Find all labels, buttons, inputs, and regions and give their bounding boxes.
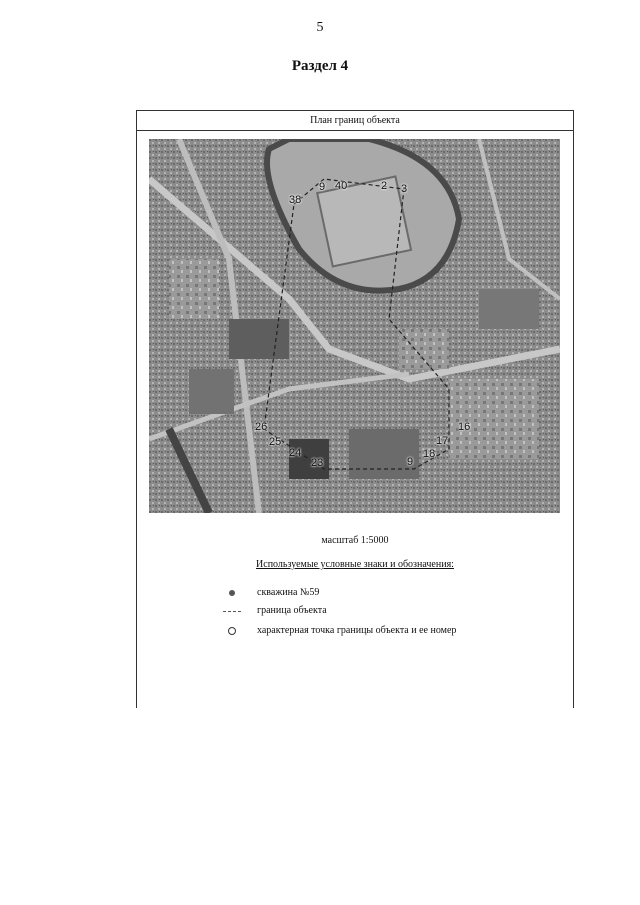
map-point-label: 24 — [289, 447, 302, 459]
legend-label: граница объекта — [257, 605, 327, 616]
dashed-line-icon — [223, 606, 243, 616]
legend-item-well — [223, 587, 319, 598]
map-scale: масштаб 1:5000 — [321, 535, 389, 546]
legend-item-point — [223, 625, 456, 636]
aerial-photo — [149, 139, 560, 513]
aerial-map — [149, 139, 560, 513]
map-point-label: 2 — [381, 180, 388, 192]
legend-item-boundary — [223, 605, 327, 616]
map-point-label: 9 — [319, 181, 326, 193]
map-point-label: 38 — [289, 194, 302, 206]
legend-label: скважина №59 — [257, 587, 320, 598]
well-dot-icon — [223, 588, 243, 598]
map-point-label: 25 — [269, 436, 282, 448]
section-title: Раздел 4 — [291, 58, 349, 74]
map-point-label: 9 — [407, 456, 414, 468]
open-circle-icon — [223, 626, 243, 636]
map-point-label: 26 — [255, 421, 268, 433]
map-point-label: 17 — [436, 435, 449, 447]
map-point-label: 40 — [335, 180, 348, 192]
legend-title: Используемые условные знаки и обозначения: — [256, 559, 454, 570]
page-number: 5 — [316, 20, 324, 35]
map-point-label: 3 — [401, 183, 408, 195]
plan-title: План границ объекта — [137, 111, 573, 131]
map-point-label: 23 — [311, 457, 324, 469]
map-point-label: 18 — [423, 448, 436, 460]
plan-frame — [136, 110, 574, 708]
map-point-label: 16 — [458, 421, 471, 433]
legend-label: характерная точка границы объекта и ее номер — [257, 625, 457, 636]
